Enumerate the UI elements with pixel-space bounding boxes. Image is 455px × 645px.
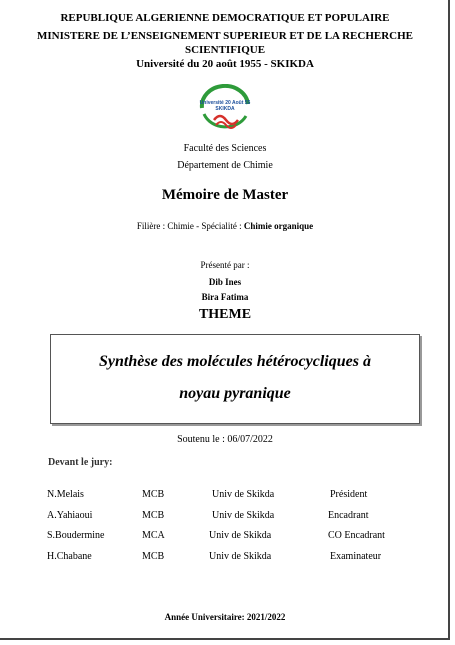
jury-role: Président bbox=[330, 489, 368, 500]
jury-grade: MCB bbox=[142, 489, 165, 500]
defense-date: Soutenu le : 06/07/2022 bbox=[177, 434, 273, 445]
author-2: Bira Fatima bbox=[201, 292, 249, 302]
jury-name: H.Chabane bbox=[47, 551, 92, 562]
jury-university: Univ de Skikda bbox=[209, 551, 272, 562]
jury-name: A.Yahiaoui bbox=[47, 510, 93, 521]
jury-row bbox=[0, 510, 450, 524]
author-1: Dib Ines bbox=[208, 277, 242, 287]
republic-header: REPUBLIQUE ALGERIENNE DEMOCRATIQUE ET POPULAIRE bbox=[60, 12, 390, 24]
jury-row bbox=[0, 551, 450, 565]
jury-university: Univ de Skikda bbox=[212, 510, 275, 521]
jury-grade: MCA bbox=[142, 530, 165, 541]
jury-role: Examinateur bbox=[330, 551, 382, 562]
thesis-title-line1: Synthèse des molécules hétérocycliques à bbox=[99, 353, 371, 370]
jury-row bbox=[0, 530, 450, 544]
jury-heading: Devant le jury: bbox=[48, 457, 113, 468]
jury-name: N.Melais bbox=[47, 489, 84, 500]
jury-university: Univ de Skikda bbox=[212, 489, 275, 500]
jury-university: Univ de Skikda bbox=[209, 530, 272, 541]
thesis-title-line2: noyau pyranique bbox=[179, 385, 291, 402]
university-logo-icon bbox=[196, 84, 254, 134]
jury-role: Encadrant bbox=[328, 510, 369, 521]
filiere-prefix: Filière : Chimie - Spécialité : bbox=[136, 221, 244, 231]
jury-name: S.Boudermine bbox=[47, 530, 105, 541]
jury-grade: MCB bbox=[142, 551, 165, 562]
memoire-title: Mémoire de Master bbox=[161, 187, 289, 203]
jury-role: CO Encadrant bbox=[328, 530, 385, 541]
jury-grade: MCB bbox=[142, 510, 165, 521]
department: Département de Chimie bbox=[177, 160, 273, 171]
filiere-line bbox=[0, 221, 450, 231]
ministry-header-cont: SCIENTIFIQUE bbox=[184, 44, 266, 56]
ministry-header: MINISTERE DE L’ENSEIGNEMENT SUPERIEUR ET DE LA RECHERCHE bbox=[36, 30, 414, 42]
specialite: Chimie organique bbox=[243, 221, 314, 231]
theme-label: THEME bbox=[198, 307, 252, 322]
academic-year: Année Universitaire: 2021/2022 bbox=[164, 612, 286, 622]
logo-text-line1: Université 20 Août 55 bbox=[199, 100, 251, 106]
thesis-title-box bbox=[50, 334, 420, 424]
university-name: Université du 20 août 1955 - SKIKDA bbox=[136, 58, 314, 70]
logo-text-line2: SKIKDA bbox=[215, 106, 235, 112]
faculty: Faculté des Sciences bbox=[183, 143, 267, 154]
jury-row bbox=[0, 489, 450, 503]
presented-by: Présenté par : bbox=[200, 260, 250, 270]
